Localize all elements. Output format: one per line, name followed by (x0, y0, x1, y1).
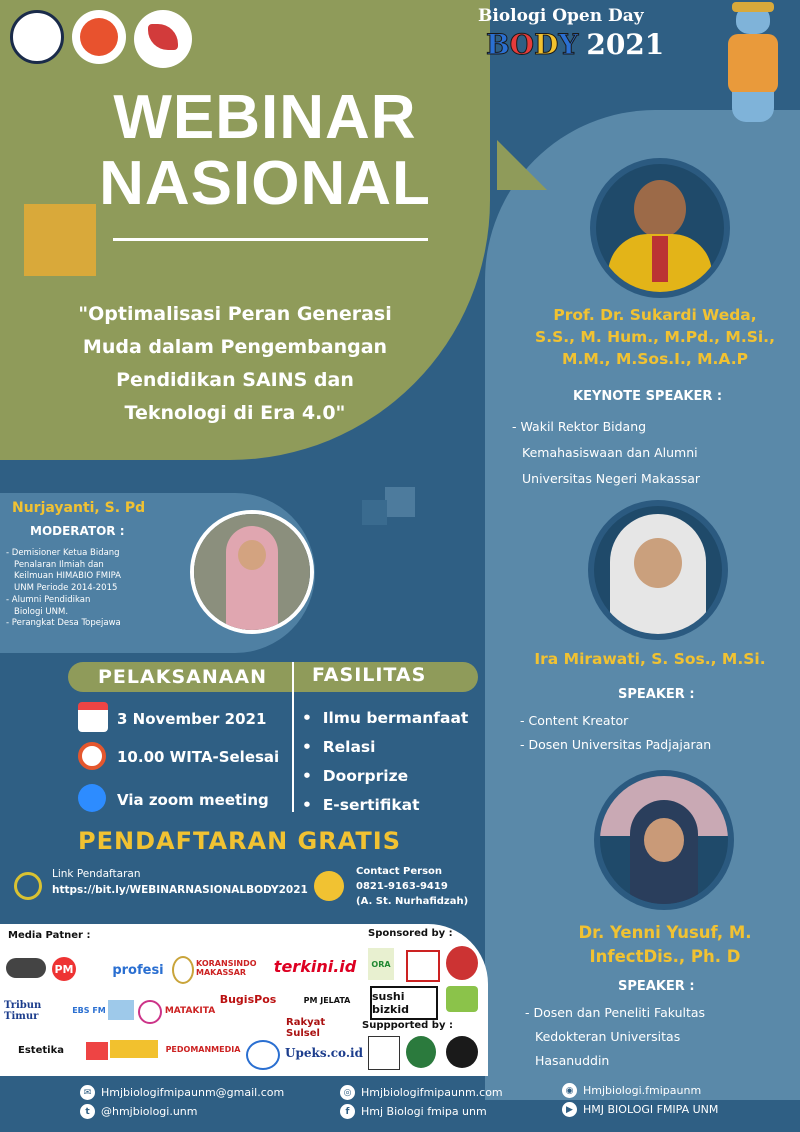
schedule-venue: Via zoom meeting (117, 791, 269, 809)
keynote-name-line: S.S., M. Hum., M.Pd., M.Si., (535, 328, 775, 346)
schedule-time: 10.00 WITA-Selesai (117, 748, 280, 766)
facility-item: • Relasi (302, 738, 376, 756)
keynote-name-line: M.M., M.Sos.I., M.A.P (562, 350, 748, 368)
partner-logo-graphic (110, 1040, 158, 1058)
email-icon: ✉ (80, 1085, 95, 1100)
body-logo (134, 10, 192, 68)
footer-facebook[interactable]: f Hmj Biologi fmipa unm (340, 1104, 487, 1119)
keynote-desc-line: Universitas Negeri Makassar (522, 471, 701, 486)
partner-logo: terkini.id (273, 956, 357, 976)
theme-line: "Optimalisasi Peran Generasi (78, 303, 392, 325)
partner-logo: Rakyat Sulsel (286, 1017, 326, 1039)
footer-instagram[interactable]: ◉ Hmjbiologi.fmipaunm (562, 1083, 701, 1098)
blue-square-decor-2 (362, 500, 387, 525)
keynote-role: KEYNOTE SPEAKER : (573, 389, 723, 404)
moderator-desc-line: Biologi UNM. (14, 606, 69, 617)
zoom-icon (78, 784, 106, 812)
body-letter-d: D (534, 28, 559, 61)
schedule-heading: PELAKSANAAN (98, 666, 268, 688)
clock-icon (78, 742, 106, 770)
sponsor-logo-graphic (406, 950, 440, 982)
body-letter-y: Y (558, 28, 579, 61)
speaker2-photo (594, 770, 734, 910)
registration-headline: PENDAFTARAN GRATIS (78, 827, 402, 855)
sponsor-logo: sushi bizkid (370, 986, 438, 1020)
partner-logo: Estetika (18, 1044, 64, 1056)
facilities-heading: FASILITAS (312, 664, 427, 686)
moderator-desc-line: - Alumni Pendidikan (6, 594, 91, 605)
support-logo-graphic (368, 1036, 400, 1070)
theme-text (40, 298, 430, 430)
support-label: Suppported by : (362, 1020, 453, 1031)
moderator-desc (6, 548, 121, 630)
partner-logo: PEDOMANMEDIA (165, 1044, 241, 1054)
title-line-2: NASIONAL (99, 149, 431, 218)
speaker1-role: SPEAKER : (618, 687, 695, 702)
globe-small-icon: ◎ (340, 1085, 355, 1100)
body-title (486, 28, 664, 61)
calendar-icon (78, 702, 108, 732)
moderator-desc-line: Keilmuan HIMABIO FMIPA (14, 571, 121, 582)
moderator-desc-line: - Demisioner Ketua Bidang (6, 548, 120, 558)
keynote-desc-line: Kemahasiswaan dan Alumni (522, 445, 698, 460)
title-line-1: WEBINAR (113, 83, 417, 152)
twitter-icon: t (80, 1104, 95, 1119)
keynote-desc (512, 414, 700, 492)
registration-link[interactable]: https://bit.ly/WEBINARNASIONALBODY2021 (52, 884, 308, 896)
sponsor-logo-graphic (446, 946, 478, 980)
facilities-list (302, 704, 468, 820)
speaker1-name: Ira Mirawati, S. Sos., M.Si. (534, 650, 766, 668)
support-logo-graphic (406, 1036, 436, 1068)
triangle-decor (497, 140, 547, 190)
partner-logo: PM JELATA (303, 995, 351, 1005)
moderator-desc-line: Penalaran Ilmiah dan (14, 559, 104, 570)
title-divider (113, 238, 428, 241)
moderator-desc-line: - Perangkat Desa Topejawa (6, 618, 121, 629)
footer-email[interactable]: ✉ Hmjbiologifmipaunm@gmail.com (80, 1085, 284, 1100)
partner-logo-graphic (86, 1042, 108, 1060)
blue-square-decor (385, 487, 415, 517)
theme-line: Muda dalam Pengembangan (82, 336, 388, 358)
facility-item: • Doorprize (302, 767, 409, 785)
unm-logo (10, 10, 64, 64)
support-logo-graphic (446, 1036, 478, 1068)
speaker1-desc-line: - Dosen Universitas Padjajaran (520, 737, 712, 752)
event-name: Biologi Open Day (478, 6, 644, 26)
speaker2-name-line: InfectDis., Ph. D (589, 947, 741, 966)
moderator-desc-line: UNM Periode 2014-2015 (14, 583, 118, 594)
keynote-name-line: Prof. Dr. Sukardi Weda, (553, 306, 757, 324)
contact-block (356, 864, 468, 909)
footer-youtube[interactable]: ▶ HMJ BIOLOGI FMIPA UNM (562, 1102, 718, 1117)
partner-logo: MATAKITA (164, 1006, 216, 1016)
facility-item: • E-sertifikat (302, 796, 420, 814)
speaker1-desc (520, 709, 711, 757)
facility-item: • Ilmu bermanfaat (302, 709, 469, 727)
speaker2-name (520, 921, 800, 969)
speaker2-desc (525, 1001, 705, 1073)
moderator-role: MODERATOR : (30, 524, 125, 538)
moderator-name: Nurjayanti, S. Pd (12, 500, 146, 516)
partner-logo: Upeks.co.id (285, 1046, 363, 1060)
year: 2021 (586, 28, 665, 61)
sponsor-label: Sponsored by : (368, 928, 453, 939)
header-divider (292, 662, 294, 812)
keynote-photo (590, 158, 730, 298)
body-letter-o: O (509, 28, 535, 61)
kampus-logo (72, 10, 126, 64)
speaker2-desc-line: Kedokteran Universitas (535, 1029, 681, 1044)
instagram-icon: ◉ (562, 1083, 577, 1098)
media-partner-label: Media Patner : (8, 930, 91, 941)
speaker2-name-line: Dr. Yenni Yusuf, M. (578, 923, 752, 942)
partner-logo: profesi (112, 962, 164, 978)
mascot-illustration (718, 4, 788, 132)
contact-phone[interactable]: 0821-9163-9419 (356, 881, 448, 892)
partner-logo-graphic (172, 956, 194, 984)
whatsapp-icon (314, 871, 344, 901)
schedule-date: 3 November 2021 (117, 710, 267, 728)
partner-logo: BugisPos (219, 992, 277, 1006)
partner-logo-graphic (108, 1000, 134, 1020)
youtube-icon: ▶ (562, 1102, 577, 1117)
footer-twitter[interactable]: t @hmjbiologi.unm (80, 1104, 198, 1119)
speaker2-role: SPEAKER : (618, 979, 695, 994)
contact-label: Contact Person (356, 866, 443, 877)
contact-name: (A. St. Nurhafidzah) (356, 896, 469, 907)
speaker2-desc-line: Hasanuddin (535, 1053, 610, 1068)
theme-line: Pendidikan SAINS dan (116, 369, 354, 391)
theme-line: Teknologi di Era 4.0" (124, 402, 346, 424)
keynote-name (510, 304, 800, 370)
partner-logo-graphic (6, 958, 46, 978)
speaker2-desc-line: - Dosen dan Peneliti Fakultas (525, 1005, 706, 1020)
speaker1-photo (588, 500, 728, 640)
moderator-photo (190, 510, 314, 634)
sponsor-logo: ORA (368, 948, 394, 980)
globe-icon (14, 872, 42, 900)
partner-logo: PM (52, 957, 76, 981)
footer-website[interactable]: ◎ Hmjbiologifmipaunm.com (340, 1085, 503, 1100)
speaker1-desc-line: - Content Kreator (520, 713, 629, 728)
sponsor-logo-graphic (446, 986, 478, 1012)
keynote-desc-line: - Wakil Rektor Bidang (512, 419, 647, 434)
body-letter-b: B (486, 28, 510, 61)
partner-logo: KORANSINDO MAKASSAR (196, 959, 257, 977)
partner-logo: EBS FM (72, 1005, 106, 1015)
facebook-icon: f (340, 1104, 355, 1119)
partner-logo: Tribun Timur (4, 1000, 42, 1022)
partner-logo-graphic (138, 1000, 162, 1024)
registration-link-label: Link Pendaftaran (52, 868, 141, 880)
partner-logo-graphic (246, 1040, 280, 1070)
